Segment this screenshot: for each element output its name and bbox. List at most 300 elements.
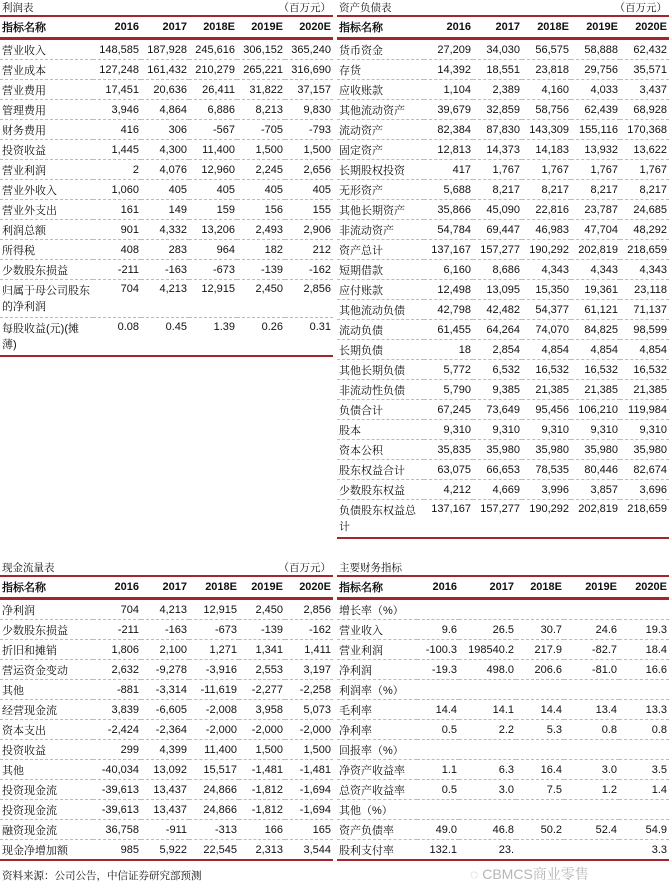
table-row xyxy=(0,700,333,720)
table-row xyxy=(337,740,669,760)
cell-value: -1,481 xyxy=(285,760,333,780)
cell-value: 3,197 xyxy=(285,660,333,680)
column-header-year: 2017 xyxy=(459,577,516,599)
cell-value: 2,854 xyxy=(473,340,522,360)
table-row xyxy=(0,80,333,100)
cell-value: 190,292 xyxy=(522,500,571,539)
row-label: 少数股东损益 xyxy=(0,260,93,280)
row-label: 增长率（%） xyxy=(337,599,417,620)
table-row xyxy=(337,620,669,640)
cell-value: 9,830 xyxy=(285,100,333,120)
table-row xyxy=(0,820,333,840)
table-row xyxy=(0,260,333,280)
cell-value: 54,784 xyxy=(424,220,473,240)
cashflow-table xyxy=(0,577,333,861)
cell-value: 3,437 xyxy=(620,80,669,100)
cell-value xyxy=(516,800,564,820)
row-label: 存货 xyxy=(337,60,424,80)
cell-value: -313 xyxy=(189,820,239,840)
cell-value: 37,157 xyxy=(285,80,333,100)
row-label: 其他流动负债 xyxy=(337,300,424,320)
cell-value: 69,447 xyxy=(473,220,522,240)
cell-value: 13.4 xyxy=(564,700,619,720)
table-row xyxy=(0,640,333,660)
income-statement xyxy=(0,0,333,357)
cell-value: 4,854 xyxy=(571,340,620,360)
cell-value: -9,278 xyxy=(141,660,189,680)
cell-value: 9,310 xyxy=(620,420,669,440)
cell-value: 29,756 xyxy=(571,60,620,80)
cell-value: 5.3 xyxy=(516,720,564,740)
cell-value: 127,248 xyxy=(93,60,141,80)
cell-value: 12,813 xyxy=(424,140,473,160)
cell-value: -2,000 xyxy=(285,720,333,740)
cell-value: -567 xyxy=(189,120,237,140)
cell-value: 20,636 xyxy=(141,80,189,100)
table-row xyxy=(337,660,669,680)
cell-value: 3,857 xyxy=(571,480,620,500)
cell-value: 2,856 xyxy=(285,599,333,620)
cell-value xyxy=(516,840,564,861)
cell-value: -163 xyxy=(141,260,189,280)
cashflow-title-bar xyxy=(0,560,333,577)
cell-value: 7.5 xyxy=(516,780,564,800)
cell-value: 2,493 xyxy=(237,220,285,240)
cell-value: 12,960 xyxy=(189,160,237,180)
cell-value: 9,310 xyxy=(424,420,473,440)
table-row xyxy=(0,200,333,220)
table-row xyxy=(0,599,333,620)
row-label: 流动负债 xyxy=(337,320,424,340)
column-header-year: 2018E xyxy=(522,17,571,39)
cell-value: 265,221 xyxy=(237,60,285,80)
cell-value: 2.2 xyxy=(459,720,516,740)
table-row xyxy=(337,720,669,740)
cell-value: 143,309 xyxy=(522,120,571,140)
cell-value: -11,619 xyxy=(189,680,239,700)
cell-value: 6,532 xyxy=(473,360,522,380)
cell-value: 31,822 xyxy=(237,80,285,100)
cell-value: 1,767 xyxy=(473,160,522,180)
cell-value: -793 xyxy=(285,120,333,140)
cell-value: 9,385 xyxy=(473,380,522,400)
income-table xyxy=(0,17,333,357)
cell-value: 187,928 xyxy=(141,39,189,60)
cell-value: 2,632 xyxy=(93,660,141,680)
table-row xyxy=(337,280,669,300)
cell-value: 218,659 xyxy=(620,500,669,539)
cell-value: 1,500 xyxy=(285,740,333,760)
cell-value: 4,343 xyxy=(571,260,620,280)
cell-value: 9.6 xyxy=(417,620,459,640)
cell-value: 4,854 xyxy=(522,340,571,360)
cell-value: 35,980 xyxy=(522,440,571,460)
cell-value: 8,217 xyxy=(473,180,522,200)
table-row xyxy=(337,780,669,800)
table-row xyxy=(0,160,333,180)
ratios-title-bar xyxy=(337,560,669,577)
row-label: 财务费用 xyxy=(0,120,93,140)
cell-value: -19.3 xyxy=(417,660,459,680)
cell-value: 23,787 xyxy=(571,200,620,220)
wechat-icon: ◌ xyxy=(470,866,479,882)
row-label: 融资现金流 xyxy=(0,820,93,840)
cell-value: 4,399 xyxy=(141,740,189,760)
cell-value: 0.26 xyxy=(237,318,285,357)
cell-value: 3,958 xyxy=(239,700,285,720)
column-header-year: 2019E xyxy=(564,577,619,599)
column-header-year: 2020E xyxy=(620,17,669,39)
cell-value: 306 xyxy=(141,120,189,140)
row-label: 无形资产 xyxy=(337,180,424,200)
cell-value: 0.31 xyxy=(285,318,333,357)
cell-value: 4,300 xyxy=(141,140,189,160)
cell-value: 2,313 xyxy=(239,840,285,861)
cell-value: 13,437 xyxy=(141,800,189,820)
cell-value: 4,669 xyxy=(473,480,522,500)
cell-value: 35,980 xyxy=(571,440,620,460)
cell-value: 9,310 xyxy=(571,420,620,440)
cell-value: -1,812 xyxy=(239,780,285,800)
cell-value: 35,571 xyxy=(620,60,669,80)
cell-value xyxy=(564,599,619,620)
table-row xyxy=(0,240,333,260)
cell-value: 3,696 xyxy=(620,480,669,500)
table-row xyxy=(337,460,669,480)
cell-value: 58,888 xyxy=(571,39,620,60)
cell-value: 78,535 xyxy=(522,460,571,480)
row-label: 投资现金流 xyxy=(0,800,93,820)
income-title: 利润表 xyxy=(2,2,34,14)
cell-value: 119,984 xyxy=(620,400,669,420)
cell-value: 4,076 xyxy=(141,160,189,180)
cell-value: -163 xyxy=(141,620,189,640)
cell-value: 901 xyxy=(93,220,141,240)
cashflow-statement xyxy=(0,560,333,861)
table-row xyxy=(0,800,333,820)
row-label: 每股收益(元)(摊薄) xyxy=(0,318,93,357)
cell-value: -211 xyxy=(93,620,141,640)
cell-value: 52.4 xyxy=(564,820,619,840)
cell-value: -39,613 xyxy=(93,800,141,820)
cell-value: 14,183 xyxy=(522,140,571,160)
table-row xyxy=(337,820,669,840)
cell-value: 82,674 xyxy=(620,460,669,480)
cell-value: 82,384 xyxy=(424,120,473,140)
cell-value: -3,916 xyxy=(189,660,239,680)
table-row xyxy=(337,300,669,320)
cell-value: 8,217 xyxy=(571,180,620,200)
table-row xyxy=(0,620,333,640)
cell-value xyxy=(417,599,459,620)
cell-value: 416 xyxy=(93,120,141,140)
source-footnote: 资料来源：公司公告，中信证券研究部预测 xyxy=(2,870,202,882)
cell-value: 106,210 xyxy=(571,400,620,420)
cell-value: 2,856 xyxy=(285,280,333,318)
cell-value: 95,456 xyxy=(522,400,571,420)
table-row xyxy=(337,320,669,340)
table-row xyxy=(337,200,669,220)
row-label: 经营现金流 xyxy=(0,700,93,720)
cell-value: 5,790 xyxy=(424,380,473,400)
row-label: 营业利润 xyxy=(0,160,93,180)
cell-value: 182 xyxy=(237,240,285,260)
cell-value: 1,341 xyxy=(239,640,285,660)
row-label: 资产总计 xyxy=(337,240,424,260)
cell-value: 16,532 xyxy=(571,360,620,380)
cell-value xyxy=(417,740,459,760)
table-row xyxy=(0,120,333,140)
table-row xyxy=(0,280,333,318)
cell-value xyxy=(619,800,669,820)
cell-value: 0.8 xyxy=(619,720,669,740)
cell-value: 18,551 xyxy=(473,60,522,80)
cell-value: 166 xyxy=(239,820,285,840)
cell-value: 0.45 xyxy=(141,318,189,357)
cell-value: 283 xyxy=(141,240,189,260)
cell-value: 3,544 xyxy=(285,840,333,861)
cell-value: 23,818 xyxy=(522,60,571,80)
cell-value: -162 xyxy=(285,260,333,280)
cell-value: 16,532 xyxy=(522,360,571,380)
cell-value: -1,694 xyxy=(285,780,333,800)
cell-value: 35,866 xyxy=(424,200,473,220)
cell-value xyxy=(516,680,564,700)
cell-value: 408 xyxy=(93,240,141,260)
cell-value: 13,206 xyxy=(189,220,237,240)
cell-value: -81.0 xyxy=(564,660,619,680)
cell-value xyxy=(417,680,459,700)
row-label: 营业费用 xyxy=(0,80,93,100)
cell-value: 13,095 xyxy=(473,280,522,300)
cell-value: 157,277 xyxy=(473,240,522,260)
cell-value: 210,279 xyxy=(189,60,237,80)
unit-label: （百万元） xyxy=(278,562,331,574)
row-label: 营业外收入 xyxy=(0,180,93,200)
cell-value: 2,100 xyxy=(141,640,189,660)
cell-value: 198540.2 xyxy=(459,640,516,660)
cell-value: -673 xyxy=(189,620,239,640)
cell-value: -2,000 xyxy=(189,720,239,740)
row-label: 营业成本 xyxy=(0,60,93,80)
cell-value: -2,008 xyxy=(189,700,239,720)
cell-value: 3.0 xyxy=(564,760,619,780)
column-header-year: 2020E xyxy=(285,17,333,39)
cell-value: 0.08 xyxy=(93,318,141,357)
header-row xyxy=(0,17,333,39)
cell-value: 49.0 xyxy=(417,820,459,840)
cell-value: 22,545 xyxy=(189,840,239,861)
column-header-year: 2016 xyxy=(93,577,141,599)
cell-value: -2,364 xyxy=(141,720,189,740)
row-label: 股东权益合计 xyxy=(337,460,424,480)
cell-value: 417 xyxy=(424,160,473,180)
cell-value: 6,160 xyxy=(424,260,473,280)
cell-value: 62,432 xyxy=(620,39,669,60)
row-label: 股本 xyxy=(337,420,424,440)
row-label: 其他流动资产 xyxy=(337,100,424,120)
cell-value: 0.8 xyxy=(564,720,619,740)
cell-value: 170,368 xyxy=(620,120,669,140)
cell-value: 4,033 xyxy=(571,80,620,100)
row-label: 净利率 xyxy=(337,720,417,740)
cell-value: -139 xyxy=(239,620,285,640)
cell-value: 8,217 xyxy=(620,180,669,200)
column-header-year: 2017 xyxy=(141,577,189,599)
cell-value: 206.6 xyxy=(516,660,564,680)
cell-value: 61,455 xyxy=(424,320,473,340)
row-label: 投资收益 xyxy=(0,140,93,160)
cell-value: -211 xyxy=(93,260,141,280)
column-header-name: 指标名称 xyxy=(0,17,93,39)
cell-value: 299 xyxy=(93,740,141,760)
row-label: 营运资金变动 xyxy=(0,660,93,680)
cell-value: 8,686 xyxy=(473,260,522,280)
cell-value: 3,839 xyxy=(93,700,141,720)
cell-value: 14.1 xyxy=(459,700,516,720)
column-header-year: 2020E xyxy=(619,577,669,599)
header-row xyxy=(337,17,669,39)
cell-value: 12,915 xyxy=(189,280,237,318)
row-label: 股利支付率 xyxy=(337,840,417,861)
balance-title-bar xyxy=(337,0,669,17)
cell-value: -1,694 xyxy=(285,800,333,820)
row-label: 归属于母公司股东的净利润 xyxy=(0,280,93,318)
cell-value: 24,866 xyxy=(189,800,239,820)
cell-value: 405 xyxy=(285,180,333,200)
cell-value: 2 xyxy=(93,160,141,180)
cell-value: 42,482 xyxy=(473,300,522,320)
cell-value: 74,070 xyxy=(522,320,571,340)
table-row xyxy=(337,220,669,240)
cell-value: 1,500 xyxy=(285,140,333,160)
cell-value: 24,866 xyxy=(189,780,239,800)
cell-value: 137,167 xyxy=(424,500,473,539)
column-header-year: 2019E xyxy=(571,17,620,39)
unit-label: （百万元） xyxy=(614,2,667,14)
row-label: 少数股东权益 xyxy=(337,480,424,500)
cell-value: 202,819 xyxy=(571,240,620,260)
cell-value: 5,688 xyxy=(424,180,473,200)
cashflow-title: 现金流量表 xyxy=(2,562,55,574)
row-label: 净资产收益率 xyxy=(337,760,417,780)
cell-value: 155,116 xyxy=(571,120,620,140)
row-label: 毛利率 xyxy=(337,700,417,720)
cell-value: 23,118 xyxy=(620,280,669,300)
cell-value: 15,517 xyxy=(189,760,239,780)
table-row xyxy=(337,400,669,420)
cell-value: 68,928 xyxy=(620,100,669,120)
cell-value: 5,772 xyxy=(424,360,473,380)
column-header-name: 指标名称 xyxy=(337,17,424,39)
cell-value: 54,377 xyxy=(522,300,571,320)
cell-value: 13,622 xyxy=(620,140,669,160)
column-header-name: 指标名称 xyxy=(0,577,93,599)
cell-value: 17,451 xyxy=(93,80,141,100)
cell-value: -100.3 xyxy=(417,640,459,660)
column-header-year: 2019E xyxy=(237,17,285,39)
cell-value: 47,704 xyxy=(571,220,620,240)
cell-value: 0.5 xyxy=(417,780,459,800)
row-label: 短期借款 xyxy=(337,260,424,280)
table-row xyxy=(337,840,669,861)
table-row xyxy=(337,260,669,280)
table-row xyxy=(337,500,669,539)
cell-value: 18 xyxy=(424,340,473,360)
row-label: 应收账款 xyxy=(337,80,424,100)
cell-value xyxy=(619,680,669,700)
column-header-year: 2018E xyxy=(189,577,239,599)
row-label: 资本支出 xyxy=(0,720,93,740)
cell-value: 1,411 xyxy=(285,640,333,660)
column-header-year: 2019E xyxy=(239,577,285,599)
cell-value: 35,835 xyxy=(424,440,473,460)
cell-value: 26,411 xyxy=(189,80,237,100)
row-label: 其他长期资产 xyxy=(337,200,424,220)
cell-value: 1,767 xyxy=(522,160,571,180)
ratios-table xyxy=(337,577,669,861)
cell-value: -2,277 xyxy=(239,680,285,700)
row-label: 投资现金流 xyxy=(0,780,93,800)
table-row xyxy=(337,800,669,820)
table-row xyxy=(0,140,333,160)
cell-value xyxy=(459,740,516,760)
cell-value: 54.9 xyxy=(619,820,669,840)
cell-value: 61,121 xyxy=(571,300,620,320)
table-row xyxy=(0,680,333,700)
cell-value: 2,450 xyxy=(239,599,285,620)
row-label: 利润率（%） xyxy=(337,680,417,700)
cell-value: 21,385 xyxy=(571,380,620,400)
cell-value: -82.7 xyxy=(564,640,619,660)
cell-value: -1,812 xyxy=(239,800,285,820)
table-row xyxy=(0,760,333,780)
table-row xyxy=(337,100,669,120)
cell-value: 66,653 xyxy=(473,460,522,480)
cell-value: 2,553 xyxy=(239,660,285,680)
cell-value: 1,060 xyxy=(93,180,141,200)
row-label: 回报率（%） xyxy=(337,740,417,760)
cell-value: 498.0 xyxy=(459,660,516,680)
cell-value: 165 xyxy=(285,820,333,840)
cell-value: 15,350 xyxy=(522,280,571,300)
unit-label: （百万元） xyxy=(278,2,331,14)
cell-value xyxy=(459,680,516,700)
cell-value: 23. xyxy=(459,840,516,861)
cell-value: 58,756 xyxy=(522,100,571,120)
cell-value: 21,385 xyxy=(620,380,669,400)
cell-value: 218,659 xyxy=(620,240,669,260)
cell-value: 98,599 xyxy=(620,320,669,340)
cell-value: -39,613 xyxy=(93,780,141,800)
column-header-name: 指标名称 xyxy=(337,577,417,599)
table-row xyxy=(0,740,333,760)
balance-sheet xyxy=(337,0,669,539)
cell-value: 137,167 xyxy=(424,240,473,260)
cell-value: 3.3 xyxy=(619,840,669,861)
cell-value: 1.2 xyxy=(564,780,619,800)
cell-value: 87,830 xyxy=(473,120,522,140)
row-label: 其他长期负债 xyxy=(337,360,424,380)
row-label: 非流动资产 xyxy=(337,220,424,240)
row-label: 管理费用 xyxy=(0,100,93,120)
row-label: 货币资金 xyxy=(337,39,424,60)
cell-value: 3.5 xyxy=(619,760,669,780)
watermark-text: CBMCS商业零售 xyxy=(482,866,589,882)
cell-value: 16.4 xyxy=(516,760,564,780)
cell-value xyxy=(459,800,516,820)
cell-value: -40,034 xyxy=(93,760,141,780)
